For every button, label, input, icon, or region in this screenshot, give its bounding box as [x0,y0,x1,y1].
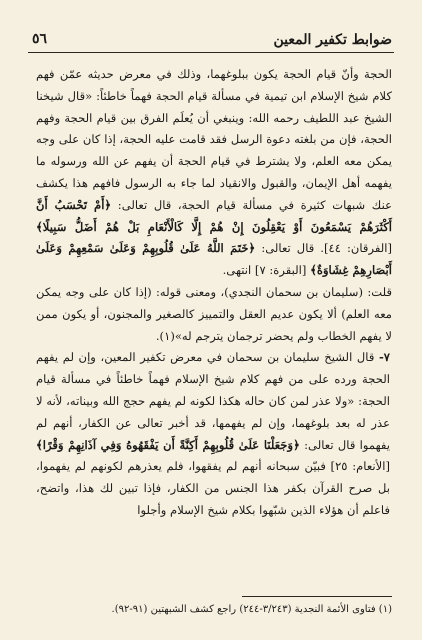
paragraph-text: الحجة وأنّ قيام الحجة يكون ببلوغهما، وذلك في معرض حديثه عمّن فهم كلام شيخ الإسلام ابن تيمية في مسألة قيام الحجة فهماً خاطئاً: «قال شيخنا الشيخ عبد اللطيف رحمه الله: وينبغي أن يُعلَم الفرق بين قيام الحجة وفهم الحجة، فإن من بلغته دعوة الرسل فقد قامت عليه الحجة، إذا كان على وجه يمكن معه العلم، ولا يشترط في قيام الحجة أن يفهم عن الله ورسوله ما يفهمه أهل الإيمان، والقبول والانقياد لما جاء به الرسول فافهم هذا يكشف عنك شبهات كثيرة في مسألة قيام الحجة، قال تعالى: [36,67,392,212]
quran-verse: ﴿وَجَعَلْنَا عَلَىٰ قُلُوبِهِمْ أَكِنَّةً أَن يَفْقَهُوهُ وَفِي آذَانِهِمْ وَقْرًا﴾ [36,437,300,452]
quran-verse: ﴿أَمْ تَحْسَبُ أَنَّ أَكْثَرَهُمْ يَسْمَعُونَ أَوْ يَعْقِلُونَ إِنْ هُمْ إِلَّا كَالْأَنْعَامِ بَلْ هُمْ أَضَلُّ سَبِيلًا﴾ [36,197,392,234]
numbered-item [36,347,392,521]
footnote-divider [242,596,392,597]
page-number: ٥٦ [32,31,48,47]
paragraph [36,64,392,282]
item-text: قال الشيخ سليمان بن سحمان في معرض تكفير المعين، وإن لم يفهم الحجة ورده على من فهم كلام شيخ الإسلام فهماً خاطئاً في مسألة قيام الحجة: «ولا عذر لمن كان حاله هكذا لكونه لم يفهم حجج الله وبيناته، لأنه لا عذر له بعد بلوغهما، وإن لم يفهمها، قد أخبر تعالى عن الكفار، أنهم لم يفهموا قال تعالى: [36,350,390,452]
item-number: ٧- [378,350,390,365]
verse-reference: [البقرة: ٧] انتهى. [222,263,307,278]
footnote: (١) فتاوى الأئمة النجدية (٣/٢٤٣-٢٤٤) راجع كشف الشبهتين (٩١-٩٢). [111,604,392,615]
verse-reference: [الفرقان: ٤٤]. قال تعالى: [261,241,392,256]
quran-verse: ﴿خَتَمَ اللَّهُ عَلَىٰ قُلُوبِهِمْ وَعَلَىٰ سَمْعِهِمْ وَعَلَىٰ أَبْصَارِهِمْ غِشَاوَةٌ﴾ [36,241,392,278]
body-text [36,64,392,522]
page-header [28,30,394,53]
verse-reference: [الأنعام: ٢٥] فبيّن سبحانه أنهم لم يفقهوا، فلم يعذرهم لكونهم لم يفهموا، بل صرح القرآن بكفر هذا الجنس من الكفار، فإذا تبين لك هذا، واتضح، فاعلم أن هؤلاء الذين شبّهوا بكلام شيخ الإسلام وأجلوا [36,459,390,517]
running-title: ضوابط تكفير المعين [273,32,392,48]
paragraph: قلت: (سليمان بن سحمان النجدي)، ومعنى قوله: (إذا كان على وجه يمكن معه العلم) ألا يكون عديم العقل والتمييز كالصغير والمجنون، أو يكون ممن لا يفهم الخطاب ولم يحضر ترجمان يترجم له»(١). [36,284,392,343]
